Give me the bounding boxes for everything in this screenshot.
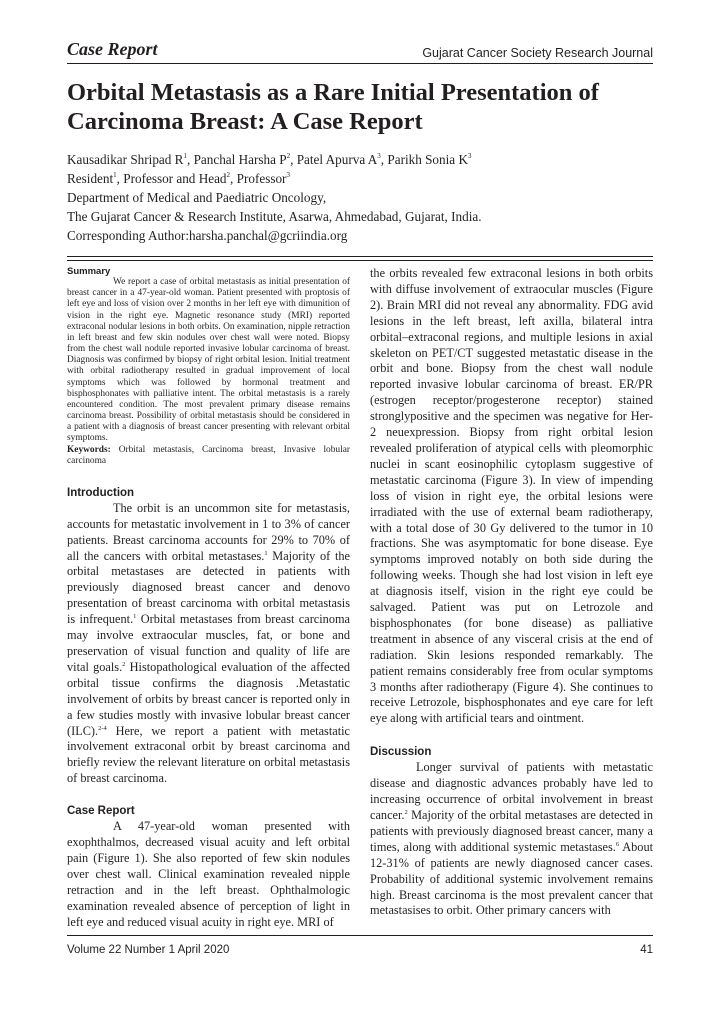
page-footer xyxy=(67,935,653,956)
page-number: 41 xyxy=(640,944,653,956)
introduction-section xyxy=(67,486,350,787)
summary-heading: Summary xyxy=(67,266,111,277)
issue-info: Volume 22 Number 1 April 2020 xyxy=(67,944,230,956)
institute: The Gujarat Cancer & Research Institute, Asarwa, Ahmedabad, Gujarat, India. xyxy=(67,209,482,224)
summary-section xyxy=(67,266,350,467)
keywords: Keywords: Orbital metastasis, Carcinoma breast, Invasive lobular carcinoma xyxy=(67,444,350,466)
author-block xyxy=(67,150,653,245)
case-report-heading: Case Report xyxy=(67,805,135,818)
corresponding-author: Corresponding Author:harsha.panchal@gcriindia.org xyxy=(67,228,348,243)
left-column xyxy=(67,266,350,930)
running-header xyxy=(67,37,653,64)
article-page xyxy=(67,0,653,1019)
journal-name: Gujarat Cancer Society Research Journal xyxy=(422,46,653,60)
author-names: Kausadikar Shripad $R^1$, Panchal Harsha $P^2$, Patel Apurva $A^3$, Parikh Sonia $K^3$ xyxy=(67,152,472,167)
summary-text: We report a case of orbital metastasis as initial presentation of breast cancer in a 47-year-old woman. Patient presented with proptosis of left eye and loss of vision over 2 months in her left eye with dimunition of vision in the right eye. Magnetic resonance study (MRI) reported extraconal nodular lesions in both orbits. On examination, nipple retraction in left breast and few skin nodules over chest wall were noted. Biopsy from the chest wall nodule reported invasive lobular carcinoma of breast. Diagnosis was confirmed by biopsy of right orbital lesion. Initial treatment with orbital radiotherapy resulted in gradual improvement of local symptoms which was followed by hormonal treatment and bisphosphonates with palliative intent. The orbital metastasis is a rarely encountered condition. The most prevalent primary disease remains carcinoma breast. Possibility of orbital metastasis should be considered in a patient with a diagnosis of breast cancer presenting with relevant orbital symptoms. xyxy=(67,277,350,444)
discussion-text: Longer survival of patients with metastatic disease and diagnostic advances probably have led to increasing occurrence of orbital involvement in breast cancer.$^2$ Majority of the orbital metastases are detected in patients with previously diagnosed breast cancer, many a times, along with additional systemic metastases.$^6$ About 12-31% of patients are newly diagnosed cancer cases. Probability of additional systemic involvement remains high. Breast carcinoma is the most prevalent cancer that metastasises to orbit. Other primary cancers with xyxy=(370,760,654,918)
title-line-2: Carcinoma Breast: A Case Report xyxy=(67,108,423,135)
title-line-1: Orbital Metastasis as a Rare Initial Presentation of xyxy=(67,79,599,106)
introduction-heading: Introduction xyxy=(67,486,135,499)
case-report-text: A 47-year-old woman presented with exophthalmos, decreased visual acuity and left orbital pain (Figure 1). She also reported of few skin nodules over chest wall. Clinical examination revealed nipple retraction and in the left breast. Ophthalmologic examination revealed absence of perception of light in left eye and reduced visual acuity in right eye. MRI of xyxy=(67,819,350,929)
right-column xyxy=(370,266,653,919)
section-label: Case Report xyxy=(67,39,158,59)
header-divider xyxy=(67,256,653,261)
discussion-heading: Discussion xyxy=(370,746,432,759)
article-title xyxy=(67,78,653,136)
case-report-section xyxy=(67,804,350,930)
department: Department of Medical and Paediatric Oncology, xyxy=(67,190,327,205)
introduction-text: The orbit is an uncommon site for metastasis, accounts for metastatic involvement in 1 to 3% of cancer patients. Breast carcinoma accounts for 29% to 70% of all the cancers with orbital metastases.$^1$ Majority of the orbital metastases are detected in patients with previously diagnosed breast cancer and denovo presentation of breast carcinoma with orbital metastasis is infrequent.$^1$ Orbital metastases from breast carcinoma may involve extraocular muscles, fat, or bone and preservation of visual function and quality of life are vital goals.$^2$ Histopathological evaluation of the affected orbital tissue confirms the diagnosis .Metastatic involvement of orbits by breast cancer is reported only in a few studies mostly with invasive lobular breast cancer (ILC).$^{2-4}$ Here, we report a patient with metastatic involvement extraconal orbit by breast carcinoma and briefly review the relevant literature on orbital metastasis of breast carcinoma. xyxy=(67,500,350,786)
case-report-continued: the orbits revealed few extraconal lesions in both orbits with diffuse involvement of extraocular muscles (Figure 2). Brain MRI did not reveal any abnormality. FDG avid lesions in the left breast, left axilla, bilateral intra orbital–extraconal regions, and multiple lesions in axial skeleton on PET/CT suggested metastatic disease in the orbit and bone. Biopsy from the chest wall nodule reported invasive lobular carcinoma of breast. ER/PR (estrogen receptor/progesterone receptor) stained stronglypositive and the specimen was negative for Her-2 neuexpression. Biopsy from right orbital lesion revealed proliferation of atypical cells with pleomorphic nuclei in scant eosinophilic cytoplasm suggestive of metastatic carcinoma (Figure 3). In view of impending loss of vision in right eye, the orbital lesions were irradiated with the use of external beam radiotherapy, with a total dose of 30 Gy delivered to the tumor in 10 fractions. She was asymptomatic for bone disease. Eye symptoms improved notably on both side during the following weeks. Though she had lost vision in left eye at diagnosis itself, vision in the right eye could be salvaged. Patient was put on Letrozole and bisphosphonates (for bone disease) as palliative treatment in absence of any visceral crisis at the end of radiation. Skin lesions responded remarkably. The patient remains considerably free from ocular symptoms 3 months after radiotherapy (Figure 4). She continues to receive Letrozole, bisphosphonates and eye care for left eye along with artificial tears and ointment. xyxy=(370,266,653,726)
author-roles: Resident$^1$, Professor and Head$^2$, Professor$^3$ xyxy=(67,171,290,186)
